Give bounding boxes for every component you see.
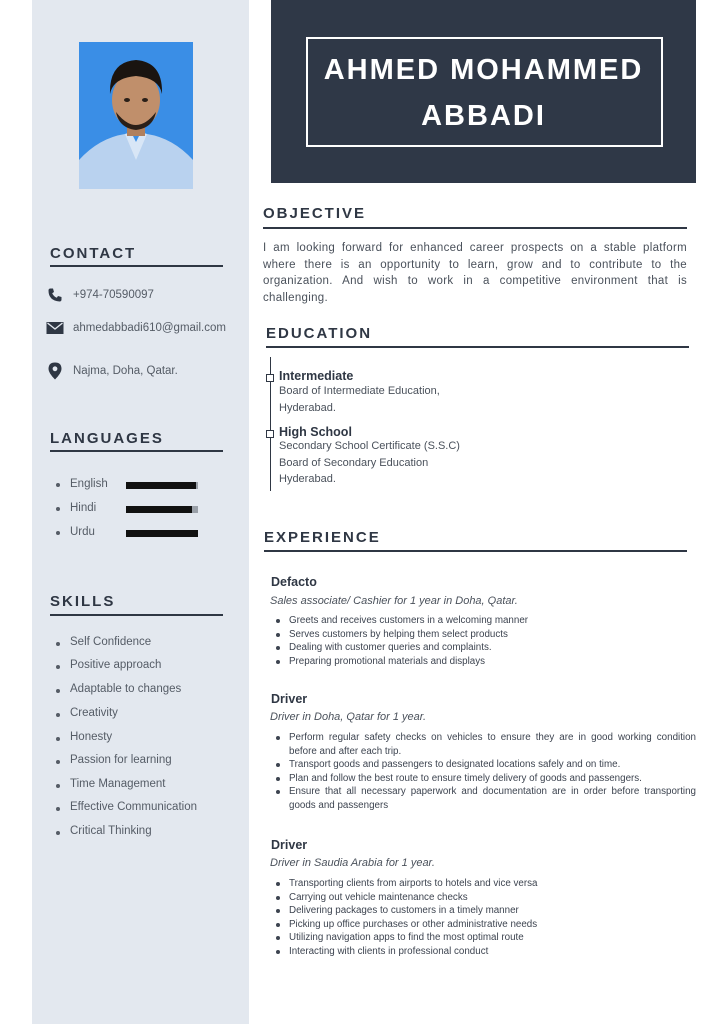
job-bullet: Interacting with clients in professional conduct bbox=[276, 945, 696, 959]
skills-divider bbox=[50, 614, 223, 616]
bullet bbox=[56, 665, 60, 669]
job-subtitle: Sales associate/ Cashier for 1 year in Doha, Qatar. bbox=[270, 595, 518, 607]
phone-icon bbox=[46, 286, 64, 304]
name-first-line: AHMED MOHAMMED bbox=[323, 54, 644, 86]
job-bullet: Greets and receives customers in a welcoming manner bbox=[276, 614, 696, 628]
job-bullet: Delivering packages to customers in a timely manner bbox=[276, 904, 696, 918]
bullet bbox=[56, 507, 60, 511]
profile-photo bbox=[79, 42, 193, 189]
skill-item bbox=[56, 636, 151, 648]
objective-text: I am looking forward for enhanced career prospects on a stable platform where there is an opportunity to learn, grow and to contribute to the organization. And wish to work in a competitive environment that is challenging. bbox=[263, 242, 687, 304]
email-icon bbox=[46, 319, 64, 337]
bullet bbox=[56, 713, 60, 717]
skill-label: Honesty bbox=[70, 731, 113, 743]
bullet bbox=[56, 689, 60, 693]
job-bullet-list bbox=[276, 614, 696, 668]
skill-label: Adaptable to changes bbox=[70, 683, 182, 695]
job-bullet: Dealing with customer queries and complaints. bbox=[276, 641, 696, 655]
skill-item bbox=[56, 801, 197, 813]
job-bullet: Transporting clients from airports to hotels and vice versa bbox=[276, 877, 696, 891]
language-level-bar bbox=[126, 530, 198, 537]
job-bullet: Carrying out vehicle maintenance checks bbox=[276, 891, 696, 905]
skill-label: Self Confidence bbox=[70, 636, 152, 648]
job-title: Defacto bbox=[271, 575, 317, 589]
contact-heading: CONTACT bbox=[50, 245, 137, 262]
language-item bbox=[56, 478, 216, 492]
job-bullet: Transport goods and passengers to designated locations safely and on time. bbox=[276, 758, 696, 772]
bullet bbox=[56, 784, 60, 788]
email-address: ahmedabbadi610@gmail.com bbox=[73, 322, 226, 334]
language-level-bar bbox=[126, 506, 192, 513]
bullet bbox=[56, 831, 60, 835]
language-name: English bbox=[70, 478, 108, 490]
skill-label: Critical Thinking bbox=[70, 825, 152, 837]
job-subtitle: Driver in Doha, Qatar for 1 year. bbox=[270, 711, 427, 723]
education-title: High School bbox=[279, 425, 352, 439]
job-bullet: Ensure that all necessary paperwork and documentation are in order before transporting goods and passengers bbox=[276, 785, 696, 812]
skill-item bbox=[56, 683, 181, 695]
name-second-line: ABBADI bbox=[421, 100, 546, 132]
language-name: Urdu bbox=[70, 526, 95, 538]
education-heading: EDUCATION bbox=[266, 325, 373, 342]
skill-label: Effective Communication bbox=[70, 801, 197, 813]
language-item bbox=[56, 526, 216, 540]
job-bullet: Picking up office purchases or other administrative needs bbox=[276, 918, 696, 932]
phone-number: +974-70590097 bbox=[73, 289, 154, 301]
skill-item bbox=[56, 778, 165, 790]
objective-heading: OBJECTIVE bbox=[263, 205, 367, 222]
job-bullet: Plan and follow the best route to ensure timely delivery of goods and passengers. bbox=[276, 772, 696, 786]
bullet bbox=[56, 807, 60, 811]
education-divider bbox=[266, 346, 689, 348]
job-bullet-list bbox=[276, 731, 696, 813]
education-detail: Hyderabad. bbox=[279, 402, 336, 414]
education-detail: Hyderabad. bbox=[279, 473, 336, 485]
experience-divider bbox=[264, 550, 687, 552]
skill-label: Creativity bbox=[70, 707, 118, 719]
education-detail: Board of Secondary Education bbox=[279, 457, 429, 469]
contact-address bbox=[46, 362, 178, 380]
skill-label: Passion for learning bbox=[70, 754, 172, 766]
skills-heading: SKILLS bbox=[50, 593, 116, 610]
language-item bbox=[56, 502, 216, 516]
bullet bbox=[56, 483, 60, 487]
job-title: Driver bbox=[271, 838, 308, 852]
skill-item bbox=[56, 731, 112, 743]
contact-divider bbox=[50, 265, 223, 267]
objective-divider bbox=[263, 227, 687, 229]
skill-label: Positive approach bbox=[70, 659, 162, 671]
language-level-bar bbox=[126, 482, 196, 489]
education-title: Intermediate bbox=[279, 369, 354, 383]
languages-heading: LANGUAGES bbox=[50, 430, 164, 447]
language-name: Hindi bbox=[70, 502, 97, 514]
contact-phone bbox=[46, 286, 154, 304]
bullet bbox=[56, 737, 60, 741]
job-bullet-list bbox=[276, 877, 696, 959]
bullet bbox=[56, 531, 60, 535]
skill-label: Time Management bbox=[70, 778, 166, 790]
skill-item bbox=[56, 754, 172, 766]
bullet bbox=[56, 642, 60, 646]
job-bullet: Perform regular safety checks on vehicles to ensure they are in good working condition before and after each trip. bbox=[276, 731, 696, 758]
bullet bbox=[56, 760, 60, 764]
timeline-node bbox=[266, 374, 274, 382]
job-title: Driver bbox=[271, 692, 308, 706]
job-bullet: Utilizing navigation apps to find the most optimal route bbox=[276, 931, 696, 945]
job-bullet: Preparing promotional materials and displays bbox=[276, 655, 696, 669]
job-bullet: Serves customers by helping them select products bbox=[276, 628, 696, 642]
timeline-node bbox=[266, 430, 274, 438]
education-detail: Secondary School Certificate (S.S.C) bbox=[279, 440, 460, 452]
location-pin-icon bbox=[46, 362, 64, 380]
contact-email bbox=[46, 319, 226, 337]
education-detail: Board of Intermediate Education, bbox=[279, 385, 440, 397]
experience-heading: EXPERIENCE bbox=[264, 529, 381, 546]
languages-divider bbox=[50, 450, 223, 452]
skill-item bbox=[56, 825, 152, 837]
skill-item bbox=[56, 707, 118, 719]
job-subtitle: Driver in Saudia Arabia for 1 year. bbox=[270, 857, 435, 869]
skill-item bbox=[56, 659, 161, 671]
address-text: Najma, Doha, Qatar. bbox=[73, 365, 178, 377]
